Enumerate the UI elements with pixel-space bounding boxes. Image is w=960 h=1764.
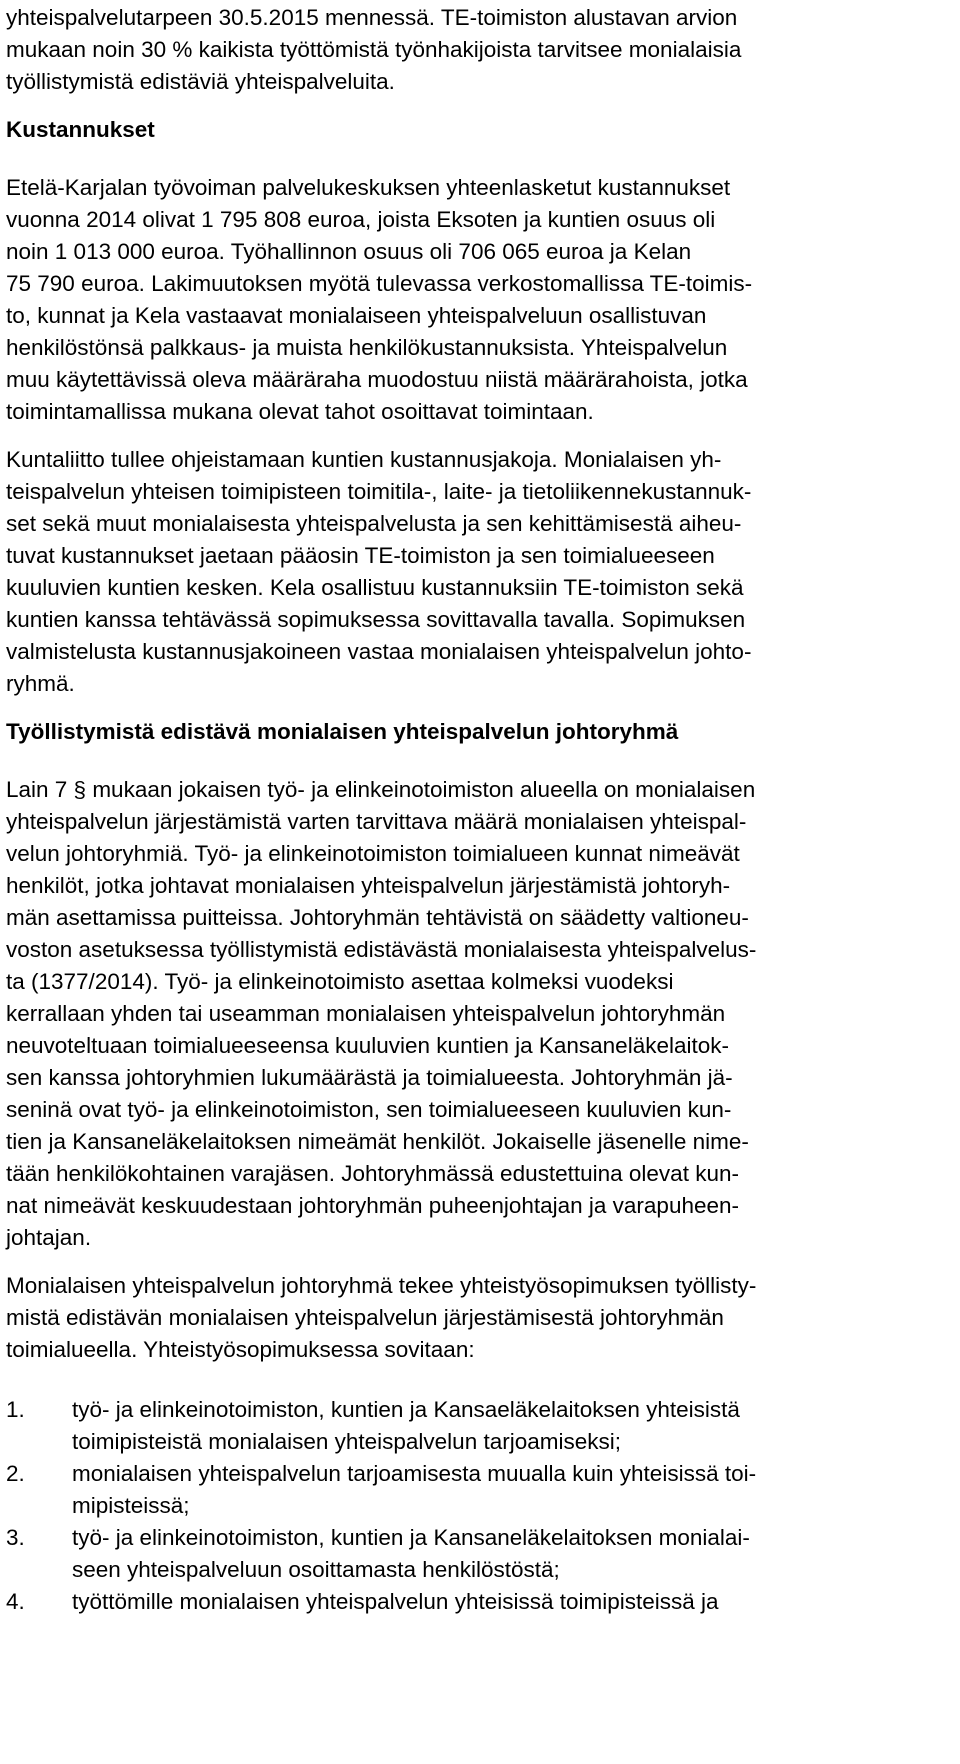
text-line: toimialueella. Yhteistyösopimuksessa sovitaan:: [6, 1337, 475, 1362]
list-item-text: työ- ja elinkeinotoimiston, kuntien ja Kansaneläkelaitoksen monialai-: [72, 1525, 750, 1550]
text-line: työllistymistä edistäviä yhteispalveluita.: [6, 69, 395, 94]
text-line: teispalvelun yhteisen toimipisteen toimitila-, laite- ja tietoliikennekustannuk-: [6, 479, 752, 504]
section-heading-costs: Kustannukset: [6, 117, 155, 142]
text-line: tien ja Kansaneläkelaitoksen nimeämät henkilöt. Jokaiselle jäsenelle nime-: [6, 1129, 749, 1154]
text-line: ryhmä.: [6, 671, 75, 696]
text-line: velun johtoryhmiä. Työ- ja elinkeinotoimiston toimialueen kunnat nimeävät: [6, 841, 740, 866]
text-line: valmistelusta kustannusjakoineen vastaa monialaisen yhteispalvelun johto-: [6, 639, 752, 664]
text-line: Etelä-Karjalan työvoiman palvelukeskuksen yhteenlasketut kustannukset: [6, 175, 731, 200]
text-line: seninä ovat työ- ja elinkeinotoimiston, sen toimialueeseen kuuluvien kun-: [6, 1097, 732, 1122]
text-line: yhteispalvelutarpeen 30.5.2015 mennessä. TE-toimiston alustavan arvion: [6, 5, 738, 30]
list-item-number: 1.: [6, 1397, 25, 1422]
text-line: noin 1 013 000 euroa. Työhallinnon osuus oli 706 065 euroa ja Kelan: [6, 239, 692, 264]
text-line: nat nimeävät keskuudestaan johtoryhmän puheenjohtajan ja varapuheen-: [6, 1193, 740, 1218]
text-line: toimintamallissa mukana olevat tahot osoittavat toimintaan.: [6, 399, 594, 424]
text-line: set sekä muut monialaisesta yhteispalvelusta ja sen kehittämisestä aiheu-: [6, 511, 742, 536]
list-item-text: seen yhteispalveluun osoittamasta henkilöstöstä;: [72, 1557, 560, 1582]
text-line: vuonna 2014 olivat 1 795 808 euroa, joista Eksoten ja kuntien osuus oli: [6, 207, 716, 232]
list-item-number: 3.: [6, 1525, 25, 1550]
text-line: ta (1377/2014). Työ- ja elinkeinotoimisto asettaa kolmeksi vuodeksi: [6, 969, 674, 994]
list-item-number: 4.: [6, 1589, 25, 1614]
text-line: neuvoteltuaan toimialueeseensa kuuluvien kuntien ja Kansaneläkelaitok-: [6, 1033, 729, 1058]
section-heading-steering-group: Työllistymistä edistävä monialaisen yhteispalvelun johtoryhmä: [6, 719, 679, 744]
text-line: to, kunnat ja Kela vastaavat monialaiseen yhteispalveluun osallistuvan: [6, 303, 707, 328]
text-line: henkilöstönsä palkkaus- ja muista henkilökustannuksista. Yhteispalvelun: [6, 335, 728, 360]
list-item-text: mipisteissä;: [72, 1493, 190, 1518]
text-line: tään henkilökohtainen varajäsen. Johtoryhmässä edustettuina olevat kun-: [6, 1161, 739, 1186]
text-line: kuuluvien kuntien kesken. Kela osallistuu kustannuksiin TE-toimiston sekä: [6, 575, 744, 600]
text-line: kuntien kanssa tehtävässä sopimuksessa sovittavalla tavalla. Sopimuksen: [6, 607, 746, 632]
text-line: sen kanssa johtoryhmien lukumäärästä ja toimialueesta. Johtoryhmän jä-: [6, 1065, 733, 1090]
text-line: Kuntaliitto tullee ohjeistamaan kuntien kustannusjakoja. Monialaisen yh-: [6, 447, 722, 472]
text-line: män asettamissa puitteissa. Johtoryhmän tehtävistä on säädetty valtioneu-: [6, 905, 749, 930]
text-line: muu käytettävissä oleva määräraha muodostuu niistä määrärahoista, jotka: [6, 367, 748, 392]
text-line: Lain 7 § mukaan jokaisen työ- ja elinkeinotoimiston alueella on monialaisen: [6, 777, 756, 802]
text-line: voston asetuksessa työllistymistä edistävästä monialaisesta yhteispalvelus-: [6, 937, 757, 962]
text-line: henkilöt, jotka johtavat monialaisen yhteispalvelun järjestämistä johtoryh-: [6, 873, 731, 898]
text-line: johtajan.: [6, 1225, 92, 1250]
list-item-text: toimipisteistä monialaisen yhteispalvelun tarjoamiseksi;: [72, 1429, 621, 1454]
list-item-number: 2.: [6, 1461, 25, 1486]
text-line: mistä edistävän monialaisen yhteispalvelun järjestämisestä johtoryhmän: [6, 1305, 724, 1330]
list-item-text: työ- ja elinkeinotoimiston, kuntien ja Kansaeläkelaitoksen yhteisistä: [72, 1397, 740, 1422]
text-line: mukaan noin 30 % kaikista työttömistä työnhakijoista tarvitsee monialaisia: [6, 37, 742, 62]
text-line: 75 790 euroa. Lakimuutoksen myötä tulevassa verkostomallissa TE-toimis-: [6, 271, 753, 296]
list-item-text: monialaisen yhteispalvelun tarjoamisesta muualla kuin yhteisissä toi-: [72, 1461, 757, 1486]
list-item-text: työttömille monialaisen yhteispalvelun yhteisissä toimipisteissä ja: [72, 1589, 719, 1614]
text-line: Monialaisen yhteispalvelun johtoryhmä tekee yhteistyösopimuksen työllisty-: [6, 1273, 757, 1298]
text-line: kerrallaan yhden tai useamman monialaisen yhteispalvelun johtoryhmän: [6, 1001, 726, 1026]
text-line: tuvat kustannukset jaetaan pääosin TE-toimiston ja sen toimialueeseen: [6, 543, 715, 568]
text-line: yhteispalvelun järjestämistä varten tarvittava määrä monialaisen yhteispal-: [6, 809, 747, 834]
